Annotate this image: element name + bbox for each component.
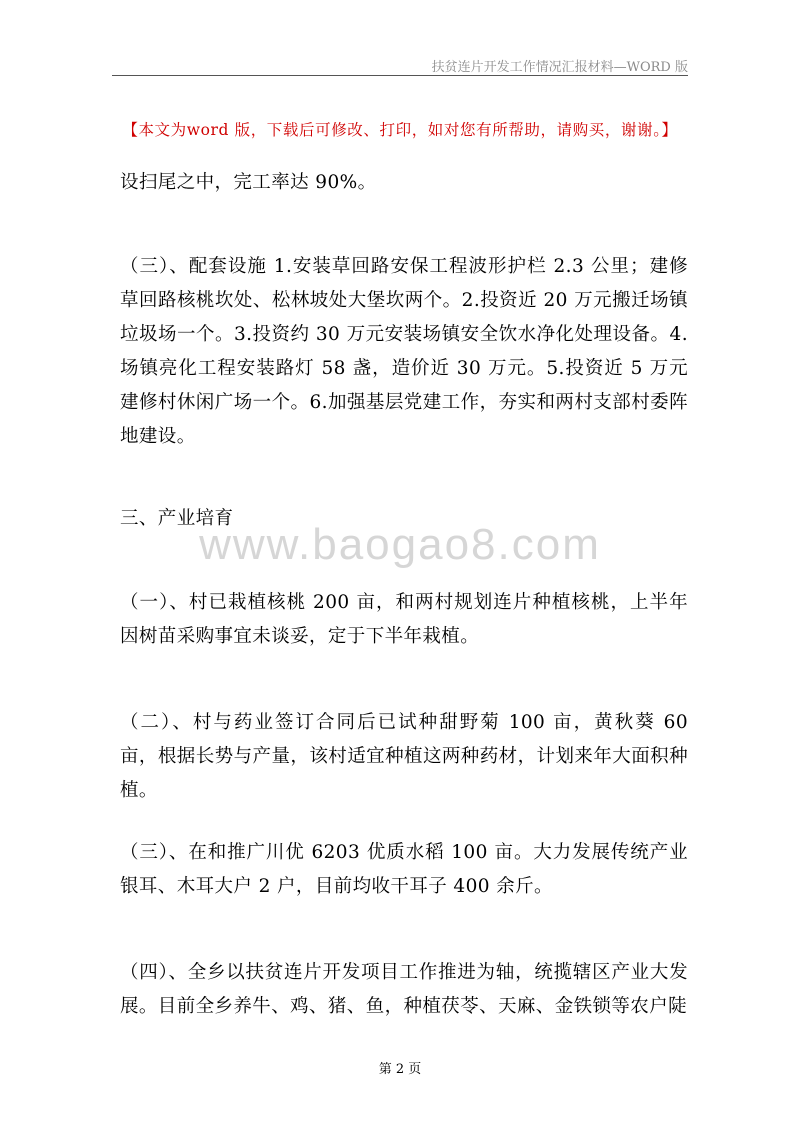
watermark: www.baogao8.com: [199, 520, 601, 569]
page-header: [112, 48, 688, 76]
paragraph-walnut: （一）、村已栽植核桃 200 亩，和两村规划连片种植核桃，上半年因树苗采购事宜未谈妥，定于下半年栽植。: [120, 592, 688, 647]
paragraph-rice-fungus: （三）、在和推广川优 6203 优质水稻 100 亩。大力发展传统产业银耳、木耳大户 2 户，目前均收干耳子 400 余斤。: [120, 842, 688, 897]
paragraph-industry-development: （四）、全乡以扶贫连片开发项目工作推进为轴，统揽辖区产业大发展。目前全乡养牛、鸡、猪、鱼，种植茯苓、天麻、金铁锁等农户陡: [120, 962, 688, 1017]
purchase-notice: 【本文为word 版，下载后可修改、打印，如对您有所帮助，请购买，谢谢。】: [122, 121, 678, 139]
page-number: 第 2 页: [378, 1062, 422, 1077]
paragraph-medicinal-herbs: （二）、村与药业签订合同后已试种甜野菊 100 亩，黄秋葵 60 亩，根据长势与产量，该村适宜种植这两种药材，计划来年大面积种植。: [120, 712, 688, 801]
paragraph-completion-rate: 设扫尾之中，完工率达 90%。: [120, 172, 377, 193]
header-title: 扶贫连片开发工作情况汇报材料—WORD 版: [431, 60, 688, 75]
paragraph-supporting-facilities: （三）、配套设施 1.安装草回路安保工程波形护栏 2.3 公里；建修草回路核桃坎处、松林坡处大堡坎两个。2.投资近 20 万元搬迁场镇垃圾场一个。3.投资约 30 万元安装场镇安全饮水净化处理设备。4.场镇亮化工程安装路灯 58 盏，造价近 30 万元。5.投资近 5 万元建修村休闲广场一个。6.加强基层党建工作，夯实和两村支部村委阵地建设。: [120, 256, 688, 447]
header-divider: [112, 75, 688, 76]
section-heading-industry: 三、产业培育: [120, 508, 234, 529]
